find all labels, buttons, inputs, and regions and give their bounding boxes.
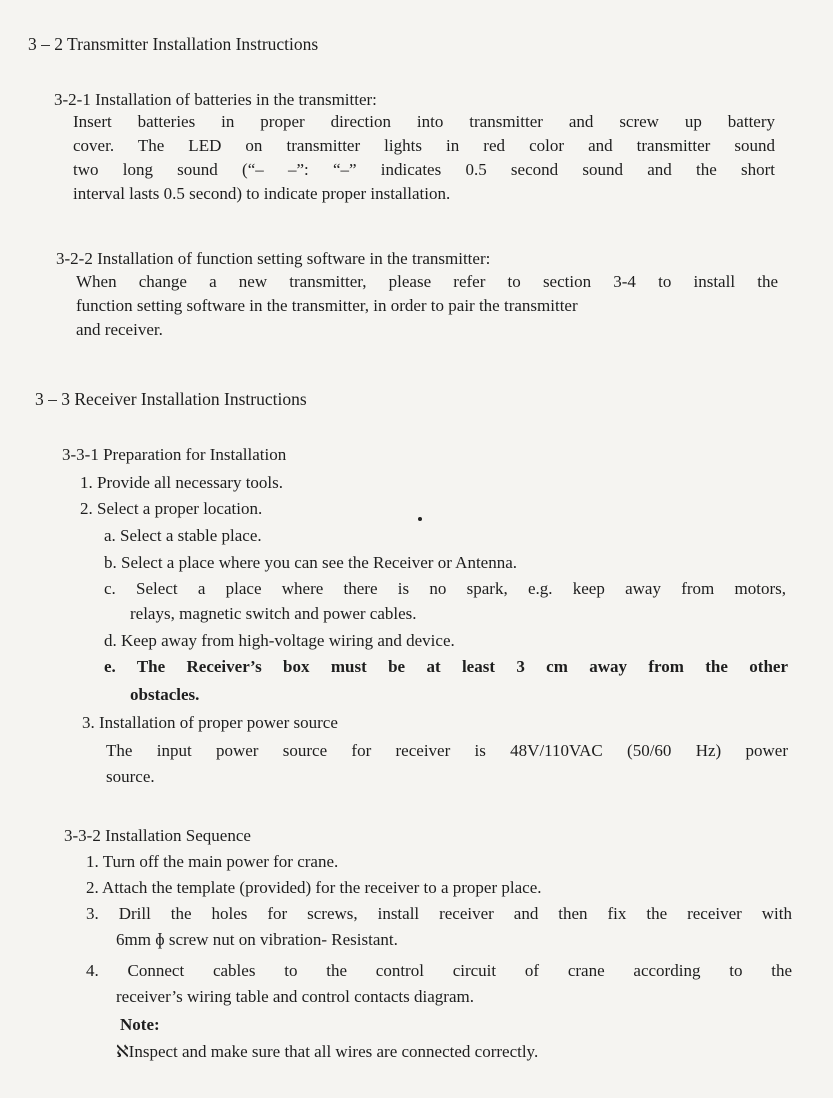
paragraph-line: and receiver. <box>76 320 163 339</box>
paragraph-line: Insert batteries in proper direction into transmitter and screw up battery <box>73 112 775 131</box>
list-item: 1. Turn off the main power for crane. <box>86 852 339 871</box>
list-item-emphasis-continuation: obstacles. <box>130 685 200 704</box>
paragraph-line: two long sound (“– –”: “–” indicates 0.5 second sound and the short <box>73 160 775 179</box>
subsection-3-3-1-title: 3-3-1 Preparation for Installation <box>62 445 287 464</box>
subsection-3-2-2-title: 3-2-2 Installation of function setting software in the transmitter: <box>56 249 491 268</box>
paragraph-line: The input power source for receiver is 48V/110VAC (50/60 Hz) power <box>106 741 788 760</box>
list-item: 2. Select a proper location. <box>80 499 263 518</box>
note-text: ℵInspect and make sure that all wires are connected correctly. <box>116 1042 539 1061</box>
list-item-continuation: 6mm ɸ screw nut on vibration- Resistant. <box>116 930 398 949</box>
paragraph-line: source. <box>106 767 155 786</box>
list-item: 1. Provide all necessary tools. <box>80 473 284 492</box>
list-item: 3. Drill the holes for screws, install receiver and then fix the receiver with <box>86 904 792 923</box>
paragraph-line: function setting software in the transmitter, in order to pair the transmitter <box>76 296 578 315</box>
subsection-3-3-2-title: 3-3-2 Installation Sequence <box>64 826 251 845</box>
list-item: 3. Installation of proper power source <box>82 713 338 732</box>
paragraph-line: cover. The LED on transmitter lights in red color and transmitter sound <box>73 136 775 155</box>
list-item: a. Select a stable place. <box>104 526 262 545</box>
list-item: b. Select a place where you can see the Receiver or Antenna. <box>104 553 518 572</box>
list-item: 4. Connect cables to the control circuit of crane according to the <box>86 961 792 980</box>
speck-mark <box>418 517 422 521</box>
section-3-3-heading: 3 – 3 Receiver Installation Instructions <box>35 389 307 409</box>
list-item: 2. Attach the template (provided) for the receiver to a proper place. <box>86 878 542 897</box>
subsection-3-2-1-title: 3-2-1 Installation of batteries in the transmitter: <box>54 90 377 109</box>
list-item-continuation: relays, magnetic switch and power cables. <box>130 604 417 623</box>
list-item-continuation: receiver’s wiring table and control contacts diagram. <box>116 987 474 1006</box>
section-3-2-heading: 3 – 2 Transmitter Installation Instructions <box>28 34 319 54</box>
note-label: Note: <box>120 1015 160 1034</box>
list-item: c. Select a place where there is no spark, e.g. keep away from motors, <box>104 579 786 598</box>
list-item: d. Keep away from high-voltage wiring and device. <box>104 631 455 650</box>
paragraph-line: interval lasts 0.5 second) to indicate proper installation. <box>73 184 451 203</box>
paragraph-line: When change a new transmitter, please refer to section 3-4 to install the <box>76 272 778 291</box>
list-item-emphasis: e. The Receiver’s box must be at least 3 cm away from the other <box>104 657 788 676</box>
